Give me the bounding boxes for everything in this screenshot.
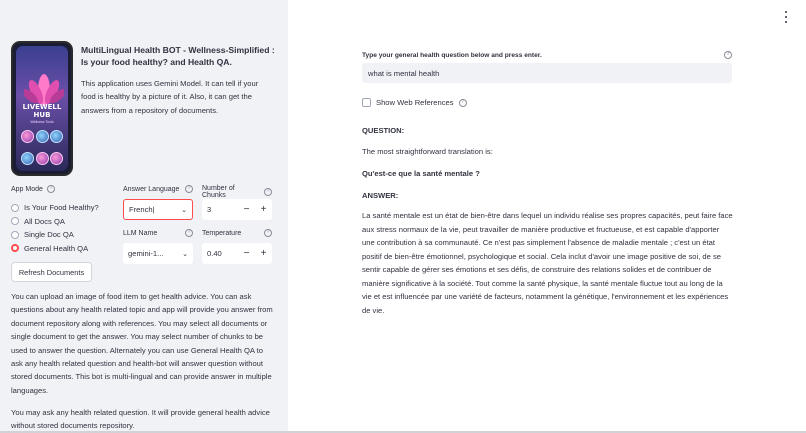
decrement-button[interactable]: −	[243, 204, 250, 215]
help-icon[interactable]: ?	[185, 185, 193, 193]
sidebar-info-paragraph: You can upload an image of food item to get health advice. You can ask questions about any health related topic and app will provide you answer from document repository along with references. You may select all documents or single document to get the answer. You may select number of chunks to be used to answer the question. Alternately you can use General Health QA to ask any health related question and health-bot will answer question without stored documents. This bot is multi-lingual and can provide answer in multiple languages.	[11, 292, 273, 395]
help-icon[interactable]: ?	[459, 99, 467, 107]
chevron-down-icon[interactable]: ⌄	[182, 250, 188, 258]
radio-button[interactable]	[11, 231, 19, 239]
plus-health-icon	[50, 152, 63, 165]
llm-name-label: LLM Name ?	[123, 229, 193, 237]
sidebar-info-paragraph-2: You may ask any health related question. It will provide general health advice without stored documents repository.	[11, 408, 270, 431]
heart-icon	[21, 130, 34, 143]
radio-general-health-qa[interactable]: General Health QA	[11, 242, 99, 256]
logo-title: LIVEWELL HUB	[22, 103, 62, 119]
llm-name-select[interactable]: gemini-1... ⌄	[123, 243, 193, 264]
help-icon[interactable]: ?	[264, 229, 272, 237]
answer-language-label: Answer Language ?	[123, 185, 193, 193]
radio-all-docs-qa[interactable]: All Docs QA	[11, 215, 99, 229]
radio-single-doc-qa[interactable]: Single Doc QA	[11, 228, 99, 242]
moon-icon	[21, 152, 34, 165]
radio-food-healthy[interactable]: Is Your Food Healthy?	[11, 201, 99, 215]
chunks-value[interactable]: 3	[207, 205, 212, 214]
radio-button-selected[interactable]	[11, 244, 19, 252]
mind-icon	[36, 152, 49, 165]
sidebar	[0, 0, 288, 433]
app-description: This application uses Gemini Model. It can tell if your food is healthy by a picture of it. Also, it can get the answers from a repository of documents.	[81, 79, 259, 115]
app-mode-label: App Mode ?	[11, 185, 55, 193]
question-label: Type your general health question below and press enter. ?	[362, 51, 732, 59]
help-icon[interactable]: ?	[185, 229, 193, 237]
question-heading: QUESTION:	[362, 126, 405, 135]
temperature-value[interactable]: 0.40	[207, 249, 222, 258]
logo-subtitle: Wellness Tools	[30, 120, 54, 124]
app-logo	[11, 41, 73, 176]
number-of-chunks-stepper[interactable]	[202, 199, 272, 220]
app-mode-radio-group	[11, 201, 99, 255]
logo-icon-row	[21, 130, 63, 143]
question-translation-intro: The most straightforward translation is:	[362, 147, 493, 156]
number-of-chunks-label: Number of Chunks ?	[202, 185, 272, 199]
radio-button[interactable]	[11, 204, 19, 212]
app-title: MultiLingual Health BOT - Wellness-Simplified : Is your food healthy? and Health QA.	[81, 45, 275, 67]
water-icon	[50, 130, 63, 143]
answer-heading: ANSWER:	[362, 191, 399, 200]
question-translation: Qu'est-ce que la santé mentale ?	[362, 169, 480, 178]
show-web-references-checkbox[interactable]: Show Web References ?	[362, 98, 467, 107]
radio-button[interactable]	[11, 217, 19, 225]
logo-icon-row-2	[21, 152, 63, 165]
help-icon[interactable]: ?	[47, 185, 55, 193]
help-icon[interactable]: ?	[724, 51, 732, 59]
temperature-label: Temperature ?	[202, 229, 272, 237]
answer-text: La santé mentale est un état de bien-être dans lequel un individu réalise ses propres capacités, peut faire face aux stress normaux de la vie, peut travailler de manière productive et fructueuse, et est capable d'apporter une contribution à sa communauté. Ce n'est pas simplement l'absence de maladie mentale ; c'est un état positif de bien-être émotionnel, psychologique et social. Cela inclut d'avoir une image positive de soi, de se sentir capable de gérer ses émotions et ses défis, de construire des relations solides et de contribuer de manière significative à la société. Tout comme la santé physique, la santé mentale fluctue tout au long de la vie et est influencée par une variété de facteurs, notamment la génétique, l'environnement et les expériences de vie.	[362, 211, 733, 315]
decrement-button[interactable]: −	[243, 248, 250, 259]
increment-button[interactable]: +	[260, 204, 267, 215]
help-icon[interactable]: ?	[264, 188, 272, 196]
leaf-icon	[36, 130, 49, 143]
refresh-documents-button[interactable]: Refresh Documents	[11, 262, 92, 282]
chevron-down-icon[interactable]: ⌄	[181, 206, 187, 214]
question-input[interactable]: what is mental health	[362, 63, 732, 83]
temperature-stepper[interactable]	[202, 243, 272, 264]
answer-language-select[interactable]: French| ⌄	[123, 199, 193, 220]
lotus-icon	[24, 60, 64, 106]
increment-button[interactable]: +	[260, 248, 267, 259]
kebab-menu-icon[interactable]	[781, 11, 791, 23]
checkbox[interactable]	[362, 98, 371, 107]
